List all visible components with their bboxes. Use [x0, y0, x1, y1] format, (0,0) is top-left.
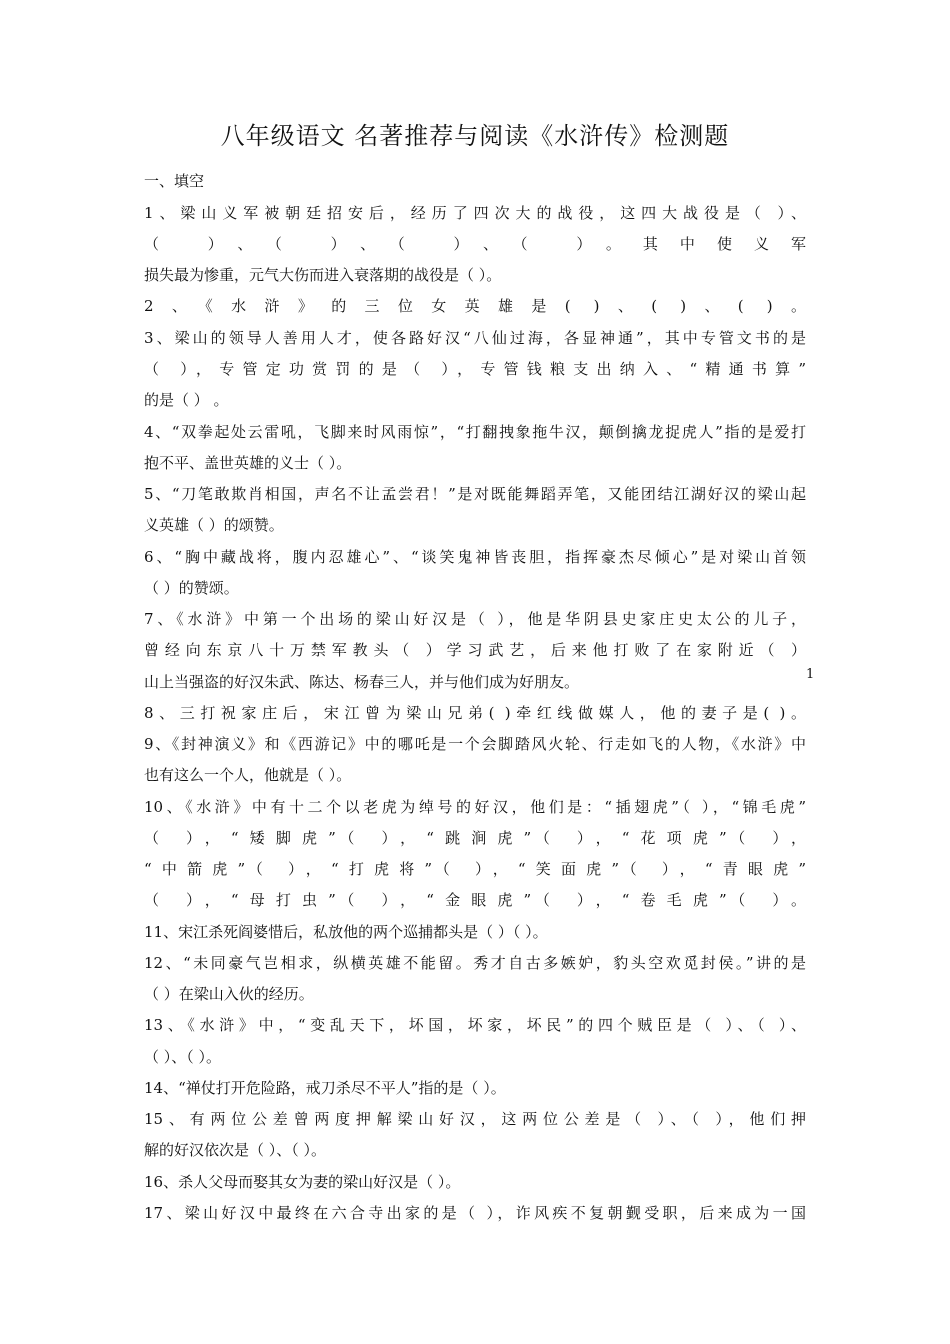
- question-line: 15、有两位公差曾两度押解梁山好汉，这两位公差是（ ）、（ ），他们押: [144, 1110, 806, 1128]
- question-line: （ ）的赞颂。: [144, 579, 239, 597]
- question-line: 损失最为惨重，元气大伤而进入衰落期的战役是（ ）。: [144, 266, 502, 284]
- question-line: 抱不平、盖世英雄的义士（ ）。: [144, 454, 352, 472]
- question-line: 义英雄（ ）的颂赞。: [144, 516, 284, 534]
- question-line: 14、“禅仗打开危险路，戒刀杀尽不平人”指的是（ ）。: [144, 1079, 506, 1097]
- question-line: 17、梁山好汉中最终在六合寺出家的是（ ），诈风疾不复朝觐受职，后来成为一国: [144, 1204, 806, 1222]
- question-line: 13、《水浒》中，“变乱天下，坏国，坏家，坏民”的四个贼臣是（ ）、（ ）、: [144, 1016, 806, 1034]
- question-line: （ ）、（ ）、（ ）、（ ）。其中使义军: [144, 235, 806, 253]
- question-line: 1、梁山义军被朝廷招安后，经历了四次大的战役，这四大战役是（ ）、: [144, 204, 806, 222]
- question-line: 16、杀人父母而娶其女为妻的梁山好汉是（ ）。: [144, 1173, 461, 1191]
- question-line: 6、“胸中藏战将，腹内忍雄心”、“谈笑鬼神皆丧胆，指挥豪杰尽倾心”是对梁山首领: [144, 548, 806, 566]
- question-line: 12、“未同豪气岂相求，纵横英雄不能留。秀才自古多嫉妒，豹头空欢觅封侯。”讲的是: [144, 954, 806, 972]
- question-line: 的是（ ） 。: [144, 391, 229, 409]
- question-line: 9、《封神演义》和《西游记》中的哪吒是一个会脚踏风火轮、行走如飞的人物，《水浒》中: [144, 735, 806, 753]
- question-line: 7、《水浒》中第一个出场的梁山好汉是（ ），他是华阴县史家庄史太公的儿子，: [144, 610, 806, 628]
- question-line: （ ），专管定功赏罚的是（ ），专管钱粮支出纳入、“精通书算”: [144, 360, 806, 378]
- question-line: 8、三打祝家庄后，宋江曾为梁山兄弟( )牵红线做媒人，他的妻子是( )。: [144, 704, 806, 722]
- question-line: 3、梁山的领导人善用人才，使各路好汉“八仙过海，各显神通”，其中专管文书的是: [144, 329, 806, 347]
- question-line: 11、宋江杀死阎婆惜后，私放他的两个巡捕都头是（ ）（ ）。: [144, 923, 548, 941]
- page-title: 八年级语文 名著推荐与阅读《水浒传》检测题: [220, 122, 730, 150]
- section-heading: 一、填空: [144, 172, 205, 190]
- question-line: 2、《水浒》的三位女英雄是( )、( )、( )。: [144, 297, 806, 315]
- question-line: 曾经向东京八十万禁军教头（ ）学习武艺，后来他打败了在家附近（ ）: [144, 641, 806, 659]
- question-line: （ ），“矮脚虎”（ ），“跳涧虎”（ ），“花项虎”（ ），: [144, 829, 806, 847]
- question-line: 解的好汉依次是（ ）、（ ）。: [144, 1141, 327, 1159]
- question-line: “中箭虎”（ ），“打虎将”（ ），“笑面虎”（ ），“青眼虎”: [144, 860, 806, 878]
- question-line: （ ）在梁山入伙的经历。: [144, 985, 314, 1003]
- question-line: （ ），“母打虫”（ ），“金眼虎”（ ），“卷毛虎”（ ）。: [144, 891, 806, 909]
- question-line: 山上当强盗的好汉朱武、陈达、杨春三人，并与他们成为好朋友。: [144, 673, 580, 691]
- page-number: 1: [806, 667, 815, 682]
- question-line: 4、“双拳起处云雷吼，飞脚来时风雨惊”，“打翻拽象拖牛汉，颠倒擒龙捉虎人”指的是爱打: [144, 423, 806, 441]
- question-line: 10、《水浒》中有十二个以老虎为绰号的好汉，他们是：“插翅虎”（ ），“锦毛虎”: [144, 798, 806, 816]
- question-line: 5、“刀笔敢欺肖相国，声名不让孟尝君！”是对既能舞蹈弄笔，又能团结江湖好汉的梁山起: [144, 485, 806, 503]
- question-line: （ ）、（ ）。: [144, 1048, 222, 1066]
- question-line: 也有这么一个人，他就是（ ）。: [144, 766, 352, 784]
